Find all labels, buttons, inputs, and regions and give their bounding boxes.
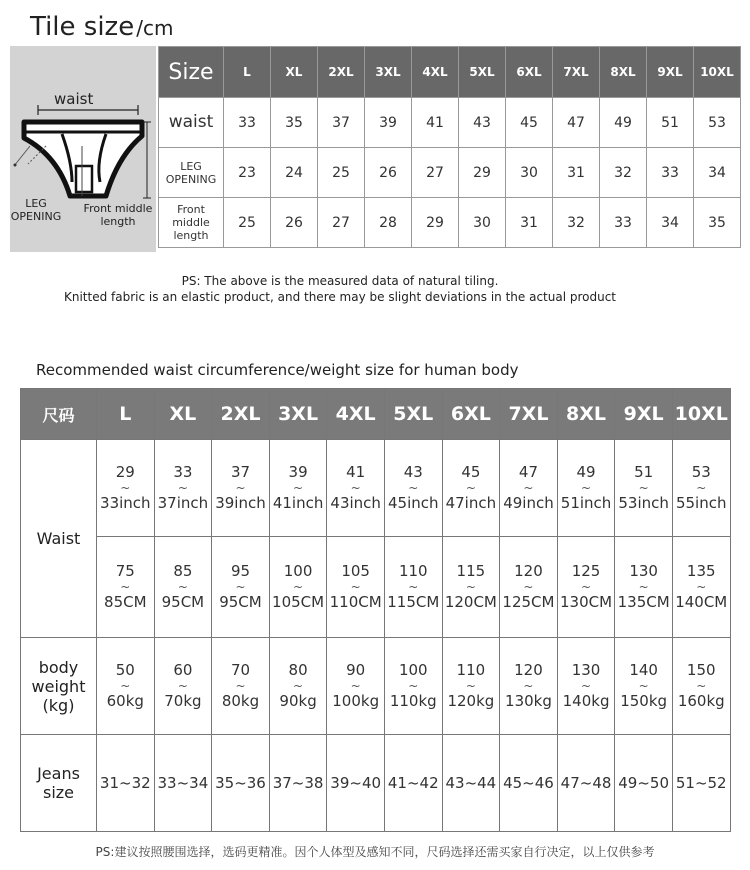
measure-cell: 53 (694, 98, 741, 148)
range-low: 95 (230, 562, 251, 580)
range-value (500, 537, 557, 637)
range-high: 43inch (330, 494, 381, 512)
range-low: 110 (398, 562, 428, 580)
range-cell (384, 537, 442, 638)
range-high: 85CM (104, 593, 147, 611)
range-tilde: ~ (638, 481, 649, 495)
size-header-cell: XL (271, 47, 318, 98)
range-cell (557, 537, 615, 638)
size-header-cell: 8XL (557, 389, 615, 440)
front-middle-label: Front middle length (83, 202, 153, 228)
range-high: 37inch (157, 494, 209, 512)
range-cell (97, 638, 155, 735)
range-low: 75 (115, 562, 135, 580)
range-low: 29 (115, 463, 135, 481)
range-cell (327, 638, 385, 735)
range-tilde: ~ (235, 679, 246, 693)
range-tilde: ~ (350, 580, 361, 594)
range-cell (154, 440, 212, 537)
range-high: 70kg (164, 692, 202, 710)
range-cell (442, 440, 500, 537)
measure-cell: 51 (647, 98, 694, 148)
range-value (212, 440, 269, 536)
range-value (385, 537, 442, 637)
jeans-cell: 31~32 (97, 735, 155, 832)
range-high: 49inch (503, 494, 554, 512)
measure-cell: 32 (600, 148, 647, 198)
range-low: 100 (283, 562, 313, 580)
range-high: 110kg (389, 692, 437, 710)
range-value (327, 638, 384, 734)
size-header-cell: 9XL (615, 389, 673, 440)
range-cell (672, 638, 730, 735)
range-tilde: ~ (638, 580, 649, 594)
size-header-cell: 10XL (672, 389, 730, 440)
row-label: LEG OPENING (159, 148, 224, 198)
range-tilde: ~ (696, 481, 707, 495)
range-tilde: ~ (581, 679, 592, 693)
jeans-cell: 39~40 (327, 735, 385, 832)
weight-label-line: body (38, 657, 79, 677)
range-low: 120 (514, 661, 543, 679)
range-tilde: ~ (235, 580, 246, 594)
waist-row-label: Waist (21, 440, 97, 638)
range-low: 37 (230, 463, 251, 481)
row-label: waist (159, 98, 224, 148)
measure-cell: 27 (412, 148, 459, 198)
jeans-cell: 35~36 (212, 735, 270, 832)
unit-label: /cm (136, 16, 174, 40)
range-cell (154, 638, 212, 735)
jeans-cell: 47~48 (557, 735, 615, 832)
range-low: 53 (691, 463, 711, 481)
range-value (212, 537, 269, 637)
measure-cell: 33 (224, 98, 271, 148)
measure-cell: 31 (506, 198, 553, 248)
range-high: 33inch (100, 494, 151, 512)
jeans-cell: 33~34 (154, 735, 212, 832)
range-high: 90kg (279, 692, 317, 710)
range-cell (384, 440, 442, 537)
range-cell (212, 537, 270, 638)
range-low: 33 (173, 463, 193, 481)
jeans-cell: 45~46 (500, 735, 558, 832)
range-tilde: ~ (235, 481, 246, 495)
range-low: 85 (173, 562, 193, 580)
range-cell (97, 440, 155, 537)
jeans-cell: 51~52 (672, 735, 730, 832)
range-value (212, 638, 269, 734)
weight-label-line: weight (31, 676, 86, 696)
measure-row (159, 148, 741, 198)
size-header-cell: 7XL (500, 389, 558, 440)
range-value (155, 638, 212, 734)
size-header-cell: 4XL (412, 47, 459, 98)
measure-cell: 49 (600, 98, 647, 148)
size-header-cell: L (224, 47, 271, 98)
range-value (558, 638, 615, 734)
range-tilde: ~ (177, 481, 188, 495)
range-value (558, 537, 615, 637)
range-tilde: ~ (177, 580, 188, 594)
size-header-cell: 5XL (384, 389, 442, 440)
range-high: 95CM (161, 593, 205, 611)
range-cell (269, 638, 327, 735)
range-low: 115 (456, 562, 486, 580)
range-high: 95CM (219, 593, 262, 611)
range-value (97, 440, 154, 536)
range-low: 60 (173, 661, 193, 679)
measure-cell: 39 (365, 98, 412, 148)
range-tilde: ~ (120, 580, 131, 594)
range-value (500, 638, 557, 734)
weight-row-label (21, 638, 97, 735)
range-value (327, 537, 384, 637)
jeans-cell: 41~42 (384, 735, 442, 832)
size-header-cell: 7XL (553, 47, 600, 98)
measure-cell: 45 (506, 98, 553, 148)
range-value (270, 638, 327, 734)
range-cell (615, 440, 673, 537)
measure-cell: 41 (412, 98, 459, 148)
size-header-cell: 3XL (269, 389, 327, 440)
measure-cell: 35 (271, 98, 318, 148)
range-value (673, 440, 730, 536)
measure-cell: 37 (318, 98, 365, 148)
measure-cell: 23 (224, 148, 271, 198)
size-header-cell: 4XL (327, 389, 385, 440)
range-tilde: ~ (120, 481, 131, 495)
range-cell (327, 440, 385, 537)
range-high: 39inch (215, 494, 266, 512)
measure-cell: 32 (553, 198, 600, 248)
range-value (443, 440, 500, 536)
jeans-label-line: size (42, 783, 75, 802)
range-tilde: ~ (408, 679, 419, 693)
section-subtitle: Recommended waist circumference/weight size for human body (36, 361, 519, 379)
leg-opening-label: LEG OPENING (10, 197, 62, 223)
size-header-cell: 2XL (318, 47, 365, 98)
range-tilde: ~ (638, 679, 649, 693)
size-header-cell: 10XL (694, 47, 741, 98)
range-cell (384, 638, 442, 735)
range-value (673, 537, 730, 637)
measure-cell: 34 (647, 198, 694, 248)
measure-cell: 47 (553, 98, 600, 148)
note-line-2: Knitted fabric is an elastic product, and there may be slight deviations in the actual product (63, 290, 617, 304)
range-cell (500, 638, 558, 735)
range-value (270, 537, 327, 637)
measure-cell: 34 (694, 148, 741, 198)
range-cell (672, 537, 730, 638)
waist-cm-row (21, 537, 731, 638)
range-value (385, 638, 442, 734)
size-header-cell: 5XL (459, 47, 506, 98)
range-cell (557, 440, 615, 537)
range-cell (327, 537, 385, 638)
range-tilde: ~ (408, 580, 419, 594)
range-low: 70 (230, 661, 251, 679)
range-high: 60kg (106, 692, 144, 710)
measure-cell: 30 (506, 148, 553, 198)
range-high: 55inch (675, 494, 727, 512)
measure-cell: 30 (459, 198, 506, 248)
jeans-label-line: Jeans (37, 764, 80, 783)
range-value (155, 537, 212, 637)
range-high: 140kg (562, 692, 610, 710)
range-low: 100 (398, 661, 428, 679)
range-high: 150kg (620, 692, 668, 710)
measure-cell: 29 (459, 148, 506, 198)
row-label: Front middle length (159, 198, 224, 248)
size-header-cell: 2XL (212, 389, 270, 440)
range-high: 115CM (387, 593, 440, 611)
range-low: 80 (288, 661, 308, 679)
range-low: 150 (686, 661, 716, 679)
body-size-table (20, 388, 731, 832)
range-high: 160kg (677, 692, 725, 710)
range-cell (442, 638, 500, 735)
size-header-label: 尺码 (21, 389, 97, 440)
range-low: 45 (461, 463, 481, 481)
range-low: 105 (341, 562, 370, 580)
range-low: 110 (456, 661, 486, 679)
range-low: 130 (571, 661, 601, 679)
size-header-row (21, 389, 731, 440)
range-tilde: ~ (523, 580, 534, 594)
jeans-row-label (21, 735, 97, 832)
range-high: 140CM (675, 593, 728, 611)
jeans-row (21, 735, 731, 832)
range-high: 120kg (447, 692, 495, 710)
range-tilde: ~ (581, 481, 592, 495)
range-tilde: ~ (465, 679, 476, 693)
waist-label: waist (54, 90, 94, 108)
range-cell (557, 638, 615, 735)
jeans-cell: 43~44 (442, 735, 500, 832)
measure-row (159, 98, 741, 148)
range-value (385, 440, 442, 536)
weight-row (21, 638, 731, 735)
size-header-cell: L (97, 389, 155, 440)
briefs-diagram (10, 46, 156, 252)
waist-inch-row (21, 440, 731, 537)
range-low: 125 (571, 562, 601, 580)
measure-cell: 26 (365, 148, 412, 198)
range-value (97, 638, 154, 734)
size-header-cell: XL (154, 389, 212, 440)
range-tilde: ~ (293, 679, 304, 693)
range-high: 41inch (272, 494, 324, 512)
range-value (615, 537, 672, 637)
measure-cell: 29 (412, 198, 459, 248)
page-title: Tile size /cm (30, 12, 174, 42)
range-value (97, 537, 154, 637)
range-cell (442, 537, 500, 638)
measure-cell: 25 (224, 198, 271, 248)
range-value (500, 440, 557, 536)
range-high: 125CM (502, 593, 555, 611)
range-tilde: ~ (408, 481, 419, 495)
tile-size-table (158, 46, 741, 248)
range-high: 45inch (388, 494, 439, 512)
range-cell (615, 537, 673, 638)
range-tilde: ~ (293, 481, 304, 495)
measure-row (159, 198, 741, 248)
range-high: 53inch (618, 494, 669, 512)
measure-cell: 35 (694, 198, 741, 248)
range-tilde: ~ (523, 679, 534, 693)
size-header-cell: 6XL (442, 389, 500, 440)
range-value (155, 440, 212, 536)
range-low: 135 (686, 562, 716, 580)
footnote: PS:建议按照腰围选择，选码更精准。因个人体型及感知不同，尺码选择还需买家自行决定，以上仅供参考 (95, 845, 655, 859)
range-low: 41 (346, 463, 366, 481)
range-high: 130kg (505, 692, 552, 710)
range-tilde: ~ (696, 580, 707, 594)
range-tilde: ~ (523, 481, 534, 495)
range-tilde: ~ (350, 481, 361, 495)
note-line-1: PS: The above is the measured data of natural tiling. (181, 274, 499, 288)
range-high: 105CM (272, 593, 325, 611)
range-low: 49 (576, 463, 596, 481)
range-value (615, 638, 672, 734)
range-high: 130CM (560, 593, 613, 611)
range-value (615, 440, 672, 536)
size-header-cell: 3XL (365, 47, 412, 98)
range-cell (212, 638, 270, 735)
range-tilde: ~ (465, 580, 476, 594)
range-cell (269, 440, 327, 537)
range-value (673, 638, 730, 734)
range-tilde: ~ (465, 481, 476, 495)
measure-cell: 31 (553, 148, 600, 198)
range-value (270, 440, 327, 536)
range-value (443, 537, 500, 637)
range-low: 39 (288, 463, 308, 481)
range-value (327, 440, 384, 536)
range-high: 80kg (221, 692, 260, 710)
measure-cell: 28 (365, 198, 412, 248)
range-cell (672, 440, 730, 537)
size-header-cell: 6XL (506, 47, 553, 98)
weight-label-line: (kg) (42, 695, 75, 715)
size-header-label: Size (159, 47, 224, 98)
range-tilde: ~ (177, 679, 188, 693)
size-header-cell: 9XL (647, 47, 694, 98)
range-cell (212, 440, 270, 537)
range-low: 90 (346, 661, 366, 679)
measure-cell: 33 (600, 198, 647, 248)
range-high: 100kg (332, 692, 380, 710)
range-high: 51inch (560, 494, 612, 512)
range-cell (500, 537, 558, 638)
range-tilde: ~ (696, 679, 707, 693)
range-tilde: ~ (581, 580, 592, 594)
range-high: 110CM (329, 593, 382, 611)
range-high: 47inch (445, 494, 497, 512)
size-header-row (159, 47, 741, 98)
range-tilde: ~ (293, 580, 304, 594)
range-low: 43 (403, 463, 423, 481)
range-low: 130 (629, 562, 658, 580)
range-cell (97, 537, 155, 638)
jeans-cell: 49~50 (615, 735, 673, 832)
measure-cell: 26 (271, 198, 318, 248)
range-high: 120CM (444, 593, 497, 611)
size-header-cell: 8XL (600, 47, 647, 98)
measure-cell: 25 (318, 148, 365, 198)
range-low: 140 (629, 661, 658, 679)
range-low: 51 (634, 463, 654, 481)
range-cell (500, 440, 558, 537)
range-high: 135CM (617, 593, 670, 611)
measurement-note (0, 273, 680, 305)
jeans-cell: 37~38 (269, 735, 327, 832)
measure-cell: 33 (647, 148, 694, 198)
range-cell (154, 537, 212, 638)
measure-cell: 27 (318, 198, 365, 248)
range-value (443, 638, 500, 734)
range-value (558, 440, 615, 536)
measure-cell: 24 (271, 148, 318, 198)
range-tilde: ~ (120, 679, 131, 693)
range-low: 50 (115, 661, 135, 679)
range-low: 120 (514, 562, 543, 580)
range-cell (615, 638, 673, 735)
range-cell (269, 537, 327, 638)
measure-cell: 43 (459, 98, 506, 148)
range-low: 47 (518, 463, 538, 481)
range-tilde: ~ (350, 679, 361, 693)
